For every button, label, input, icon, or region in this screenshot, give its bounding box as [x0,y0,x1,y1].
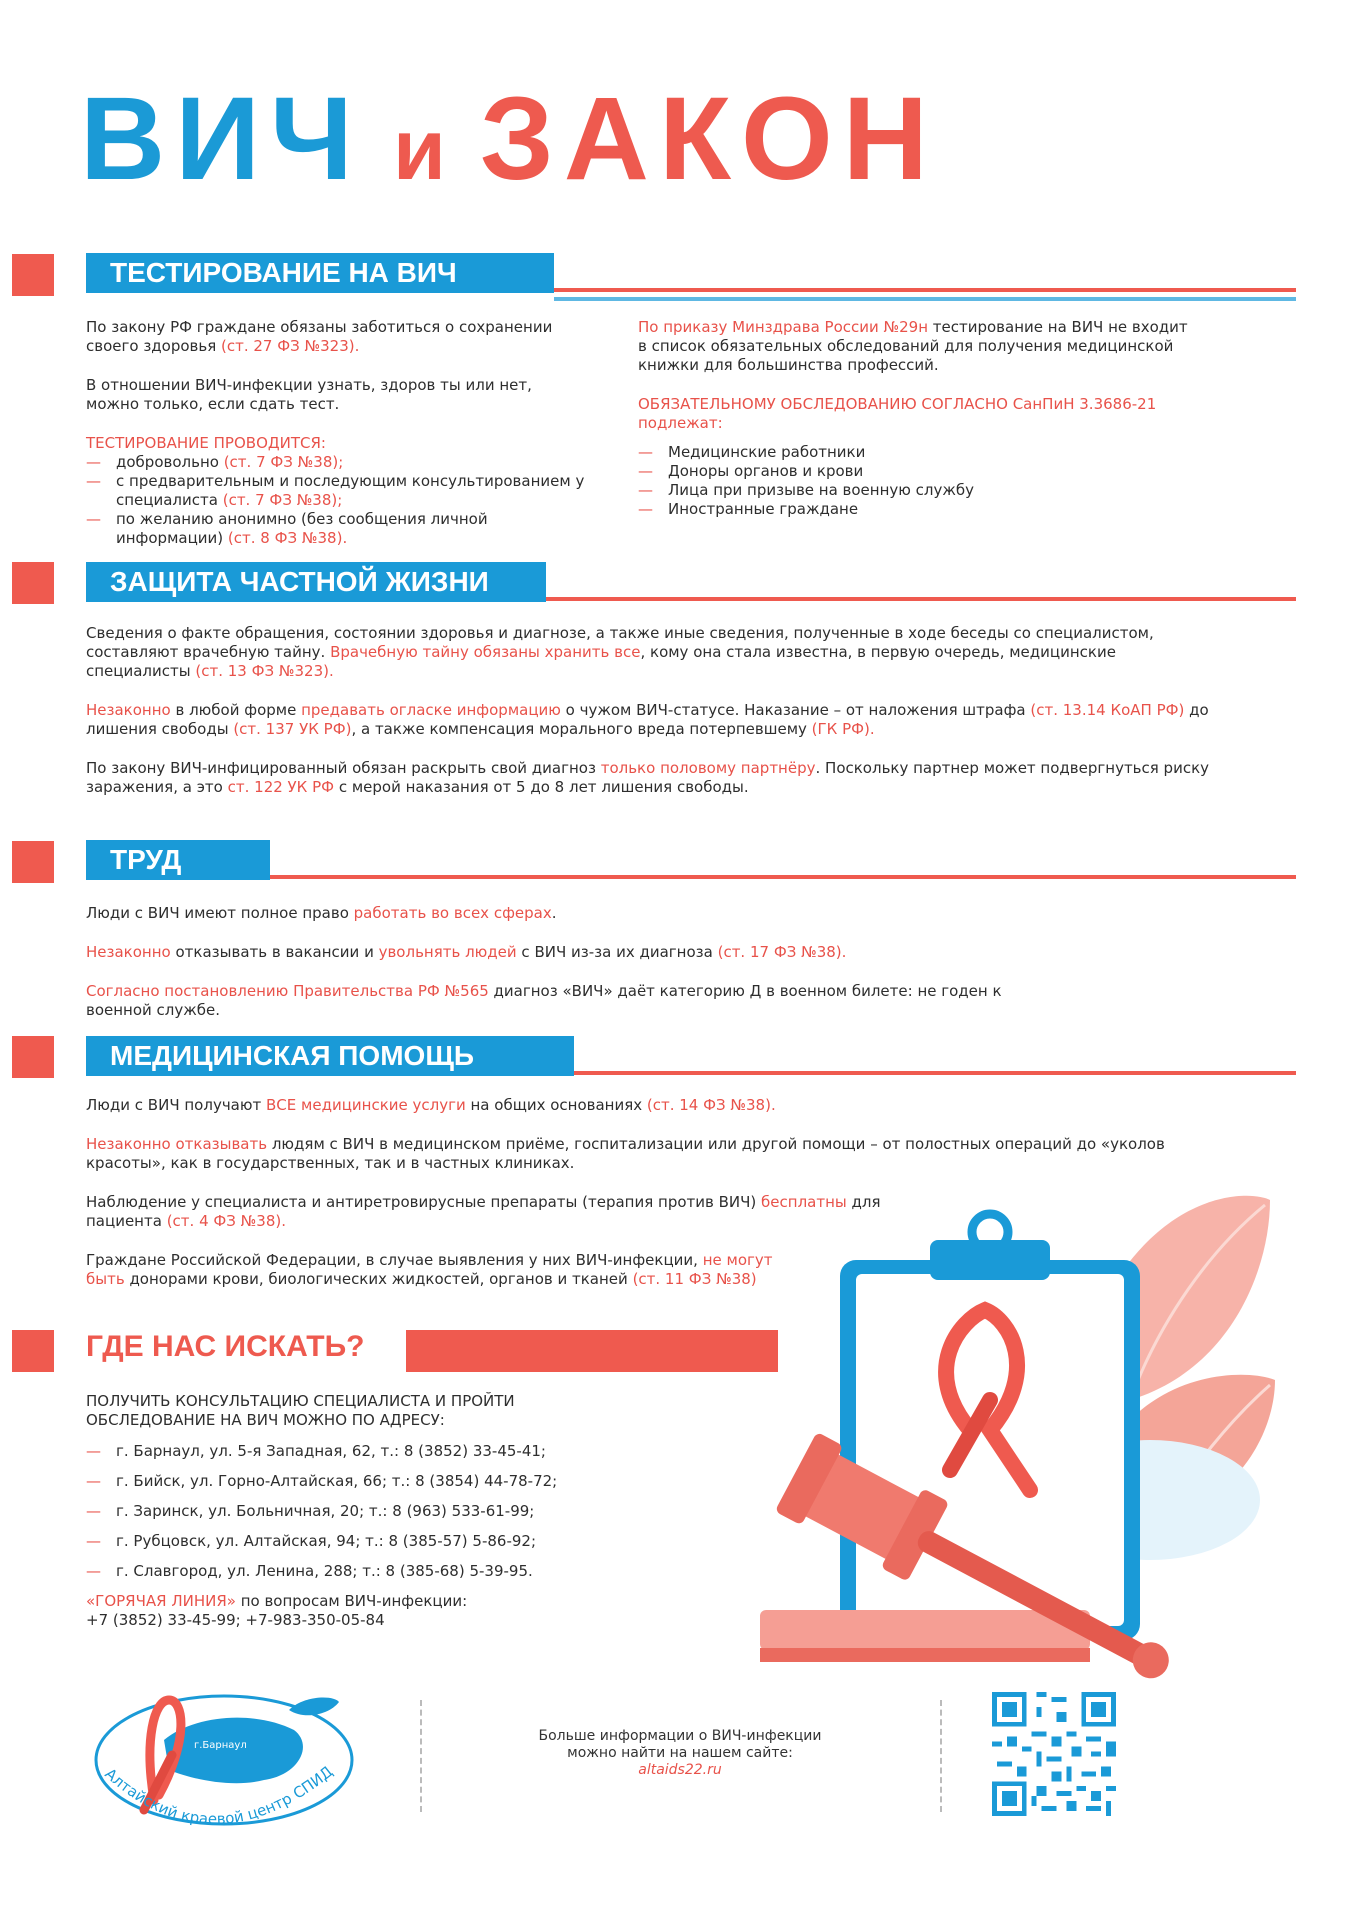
divider [270,875,1296,879]
section-marker [12,841,54,883]
list-item: — Иностранные граждане [638,500,1198,519]
footer-info: Больше информации о ВИЧ-инфекции можно найти на нашем сайте: altaids22.ru [430,1728,930,1779]
divider [546,597,1296,601]
testing-left-column: По закону РФ граждане обязаны заботиться о сохранении своего здоровья (ст. 27 ФЗ №323). В отношении ВИЧ-инфекции узнать, здоров ты или нет, можно только, если сдать тест. ТЕСТИРОВАНИЕ ПРОВОДИТСЯ: — добровольно (ст. 7 ФЗ №38); — с предварительным и последующим консультированием у специалиста (ст. 7 ФЗ №38); — по желанию анонимно (без сообщения личной информации) (ст. 8 ФЗ №38). [86,318,586,548]
footer-divider [420,1700,424,1812]
section-heading-medical: МЕДИЦИНСКАЯ ПОМОЩЬ [86,1036,574,1076]
section-heading-privacy: ЗАЩИТА ЧАСТНОЙ ЖИЗНИ [86,562,546,602]
title-part1: ВИЧ [80,73,363,205]
list-item: — с предварительным и последующим консультированием у специалиста (ст. 7 ФЗ №38); [86,472,586,510]
section-heading-where: ГДЕ НАС ИСКАТЬ? [86,1330,365,1363]
heading-accent-bar [406,1330,778,1372]
list-item: — г. Рубцовск, ул. Алтайская, 94; т.: 8 (385-57) 5-86-92; [86,1532,726,1551]
list-item: — добровольно (ст. 7 ФЗ №38); [86,453,586,472]
section-marker [12,562,54,604]
list-item: — Доноры органов и крови [638,462,1198,481]
list-item: — г. Заринск, ул. Больничная, 20; т.: 8 (963) 533-61-99; [86,1502,726,1521]
testing-list-title: ТЕСТИРОВАНИЕ ПРОВОДИТСЯ: [86,434,326,452]
section-heading-labor: ТРУД [86,840,270,880]
page-title [80,73,938,205]
section-marker [12,1330,54,1372]
logo-org: Алтайский краевой центр СПИД [101,1762,337,1829]
list-item: — Лица при призыве на военную службу [638,481,1198,500]
labor-text: Люди с ВИЧ имеют полное право работать во всех сферах. Незаконно отказывать в вакансии и увольнять людей с ВИЧ из-за их диагноза (ст. 17 ФЗ №38). Согласно постановлению Правительства РФ №565 диагноз «ВИЧ» даёт категорию Д в военном билете: не годен к военной службе. [86,904,1002,1019]
title-part2: и [392,102,450,198]
hotline-phones: +7 (3852) 33-45-99; +7-983-350-05-84 [86,1611,385,1629]
logo-city: г.Барнаул [194,1740,247,1751]
testing-right-column: По приказу Минздрава России №29н тестирование на ВИЧ не входит в список обязательных обследований для получения медицинской книжки для большинства профессий. ОБЯЗАТЕЛЬНОМУ ОБСЛЕДОВАНИЮ СОГЛАСНО СанПиН 3.3686-21 подлежат: — Медицинские работники — Доноры органов и крови — Лица при призыве на военную службу — Иностранные граждане [638,318,1198,519]
list-item: — г. Барнаул, ул. 5-я Западная, 62, т.: 8 (3852) 33-45-41; [86,1442,726,1461]
list-item: — Медицинские работники [638,443,1198,462]
where-intro: ПОЛУЧИТЬ КОНСУЛЬТАЦИЮ СПЕЦИАЛИСТА И ПРОЙТИ ОБСЛЕДОВАНИЕ НА ВИЧ МОЖНО ПО АДРЕСУ: [86,1392,515,1429]
list-item: — г. Славгород, ул. Ленина, 288; т.: 8 (385-68) 5-39-95. [86,1562,726,1581]
list-item: — по желанию анонимно (без сообщения личной информации) (ст. 8 ФЗ №38). [86,510,586,548]
divider [554,297,1296,301]
section-marker [12,1036,54,1078]
divider [574,1071,1296,1075]
mandatory-list-title: ОБЯЗАТЕЛЬНОМУ ОБСЛЕДОВАНИЮ СОГЛАСНО СанПиН 3.3686-21 подлежат: [638,395,1157,432]
section-heading-testing: ТЕСТИРОВАНИЕ НА ВИЧ [86,253,554,293]
illustration [730,1170,1290,1690]
footer-divider [940,1700,944,1812]
privacy-text: Сведения о факте обращения, состоянии здоровья и диагнозе, а также иные сведения, полученные в ходе беседы со специалистом, составляют врачебную тайну. Врачебную тайну обязаны хранить все, кому она стала известна, в первую очередь, медицинские специалисты (ст. 13 ФЗ №323). Незаконно в любой форме предавать огласке информацию о чужом ВИЧ-статусе. Наказание – от наложения штрафа (ст. 13.14 КоАП РФ) до лишения свободы (ст. 137 УК РФ), а также компенсация морального вреда потерпевшему (ГК РФ). По закону ВИЧ-инфицированный обязан раскрыть свой диагноз только половому партнёру. Поскольку партнер может подвергнуться риску заражения, а это ст. 122 УК РФ с мерой наказания от 5 до 8 лет лишения свободы. [86,624,1210,796]
medical-text: Люди с ВИЧ получают ВСЕ медицинские услуги на общих основаниях (ст. 14 ФЗ №38). Незаконно отказывать людям с ВИЧ в медицинском приёме, госпитализации или другой помощи – от полостных операций до «уколов красоты», как в государственных, так и в частных клиниках. Наблюдение у специалиста и антиретровирусные препараты (терапия против ВИЧ) бесплатны для пациента (ст. 4 ФЗ №38). Граждане Российской Федерации, в случае выявления у них ВИЧ-инфекции, не могут быть донорами крови, биологических жидкостей, органов и тканей (ст. 11 ФЗ №38) [86,1096,1165,1288]
section-marker [12,254,54,296]
mandatory-list [638,443,1198,519]
address-list [86,1442,726,1581]
org-logo [84,1680,364,1850]
list-item: — г. Бийск, ул. Горно-Алтайская, 66; т.: 8 (3854) 44-78-72; [86,1472,726,1491]
testing-list [86,453,586,548]
title-part3: ЗАКОН [479,73,938,205]
qr-code-icon[interactable] [992,1692,1116,1816]
divider [554,288,1296,292]
website-link[interactable]: altaids22.ru [638,1762,722,1778]
where-text: ПОЛУЧИТЬ КОНСУЛЬТАЦИЮ СПЕЦИАЛИСТА И ПРОЙТИ ОБСЛЕДОВАНИЕ НА ВИЧ МОЖНО ПО АДРЕСУ: — г. Барнаул, ул. 5-я Западная, 62, т.: 8 (3852) 33-45-41; — г. Бийск, ул. Горно-Алтайская, 66; т.: 8 (3854) 44-78-72; — г. Заринск, ул. Больничная, 20; т.: 8 (963) 533-61-99; — г. Рубцовск, ул. Алтайская, 94; т.: 8 (385-57) 5-86-92; — г. Славгород, ул. Ленина, 288; т.: 8 (385-68) 5-39-95. «ГОРЯЧАЯ ЛИНИЯ» по вопросам ВИЧ-инфекции: +7 (3852) 33-45-99; +7-983-350-05-84 [86,1392,726,1630]
